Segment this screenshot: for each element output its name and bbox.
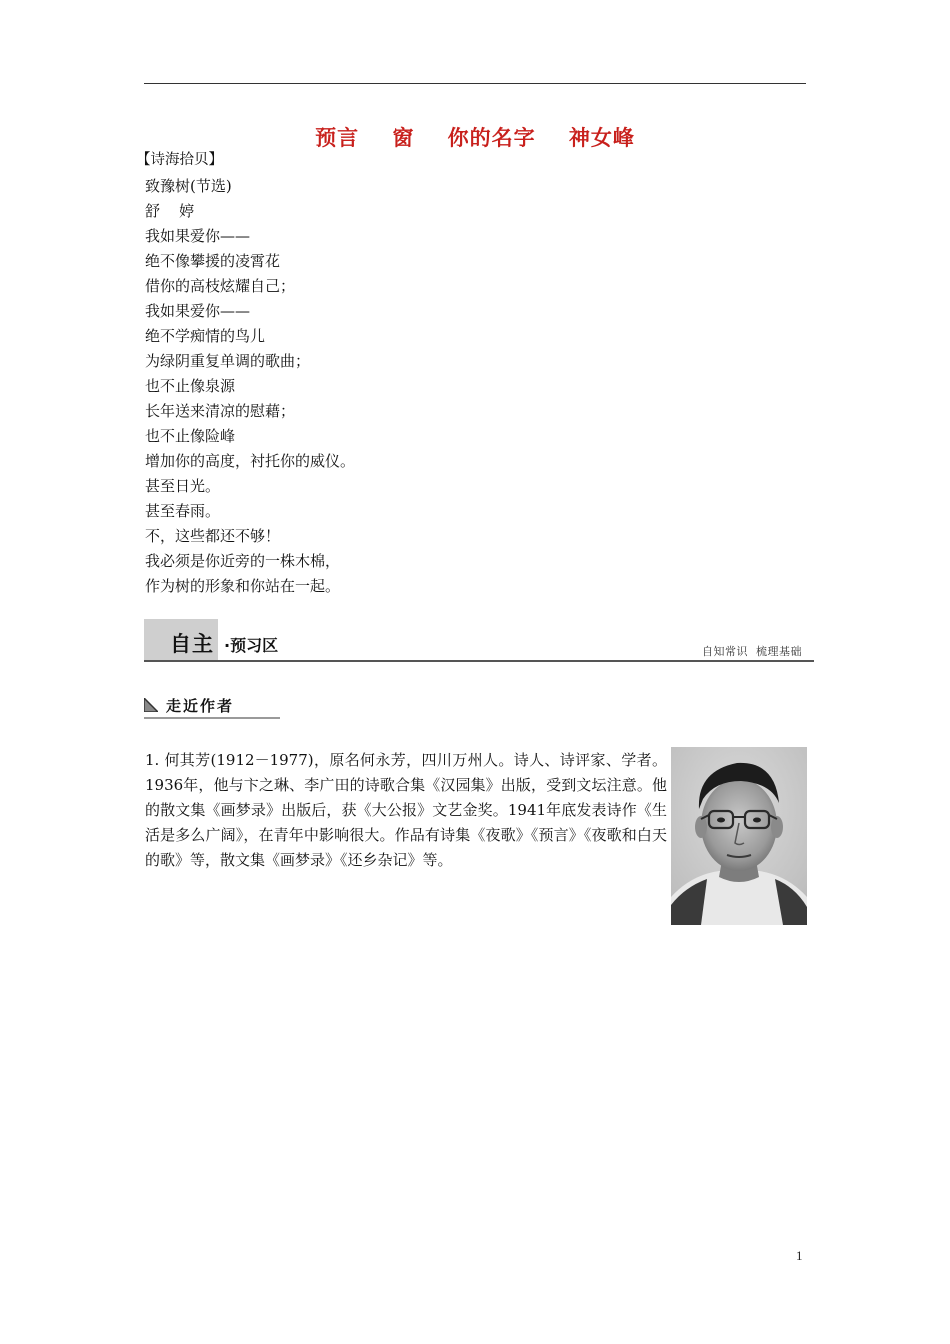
poem-line: 我如果爱你—— xyxy=(145,227,251,245)
poem-line: 长年送来清凉的慰藉； xyxy=(145,402,296,420)
subsection-label: 走近作者 xyxy=(166,697,235,715)
page-title: 预言 窗 你的名字 神女峰 xyxy=(315,126,635,150)
header-rule xyxy=(144,83,806,84)
section-banner xyxy=(144,619,814,663)
poem-line: 舒 婷 xyxy=(145,202,195,220)
poem-line: 绝不学痴情的鸟儿 xyxy=(145,327,266,345)
banner-sub-label: ·预习区 xyxy=(224,636,279,655)
author-paragraph: 1. 何其芳(1912－1977)，原名何永芳，四川万州人。诗人、诗评家、学者。1936年，他与卞之琳、李广田的诗歌合集《汉园集》出版，受到文坛注意。他的散文集《画梦录》出版后，获《大公报》文艺金奖。1941年底发表诗作《生活是多么广阔》，在青年中影响很大。作品有诗集《夜歌》《预言》《夜歌和白天的歌》等，散文集《画梦录》《还乡杂记》等。 xyxy=(145,751,667,869)
banner-main-label: 自主 xyxy=(170,632,214,656)
poem-line: 为绿阴重复单调的歌曲； xyxy=(145,352,311,370)
subsection-heading xyxy=(144,694,280,718)
poem-line: 甚至春雨。 xyxy=(145,502,221,520)
poem xyxy=(145,174,355,599)
poem-line: 增加你的高度，衬托你的威仪。 xyxy=(145,452,356,470)
poem-line: 绝不像攀援的凌霄花 xyxy=(145,252,281,270)
poem-line: 不，这些都还不够！ xyxy=(145,527,281,545)
banner-rule xyxy=(144,660,814,662)
poem-line: 借你的高枝炫耀自己； xyxy=(145,277,296,295)
diagonal-corner-icon xyxy=(144,698,158,712)
poem-line: 也不止像险峰 xyxy=(145,427,236,445)
poem-line: 致豫树(节选) xyxy=(145,177,232,195)
poem-line: 我如果爱你—— xyxy=(145,302,251,320)
banner-right-label: 自知常识 梳理基础 xyxy=(702,645,802,658)
poem-line: 我必须是你近旁的一株木棉， xyxy=(145,552,341,570)
section-tag: 【诗海拾贝】 xyxy=(136,152,223,168)
author-portrait-photo xyxy=(671,747,807,925)
page-number: 1 xyxy=(796,1248,803,1263)
poem-line: 甚至日光。 xyxy=(145,477,221,495)
author-portrait-icon xyxy=(671,747,807,925)
subsection-rule xyxy=(144,717,280,719)
poem-line: 作为树的形象和你站在一起。 xyxy=(145,577,341,595)
poem-line: 也不止像泉源 xyxy=(145,377,236,395)
